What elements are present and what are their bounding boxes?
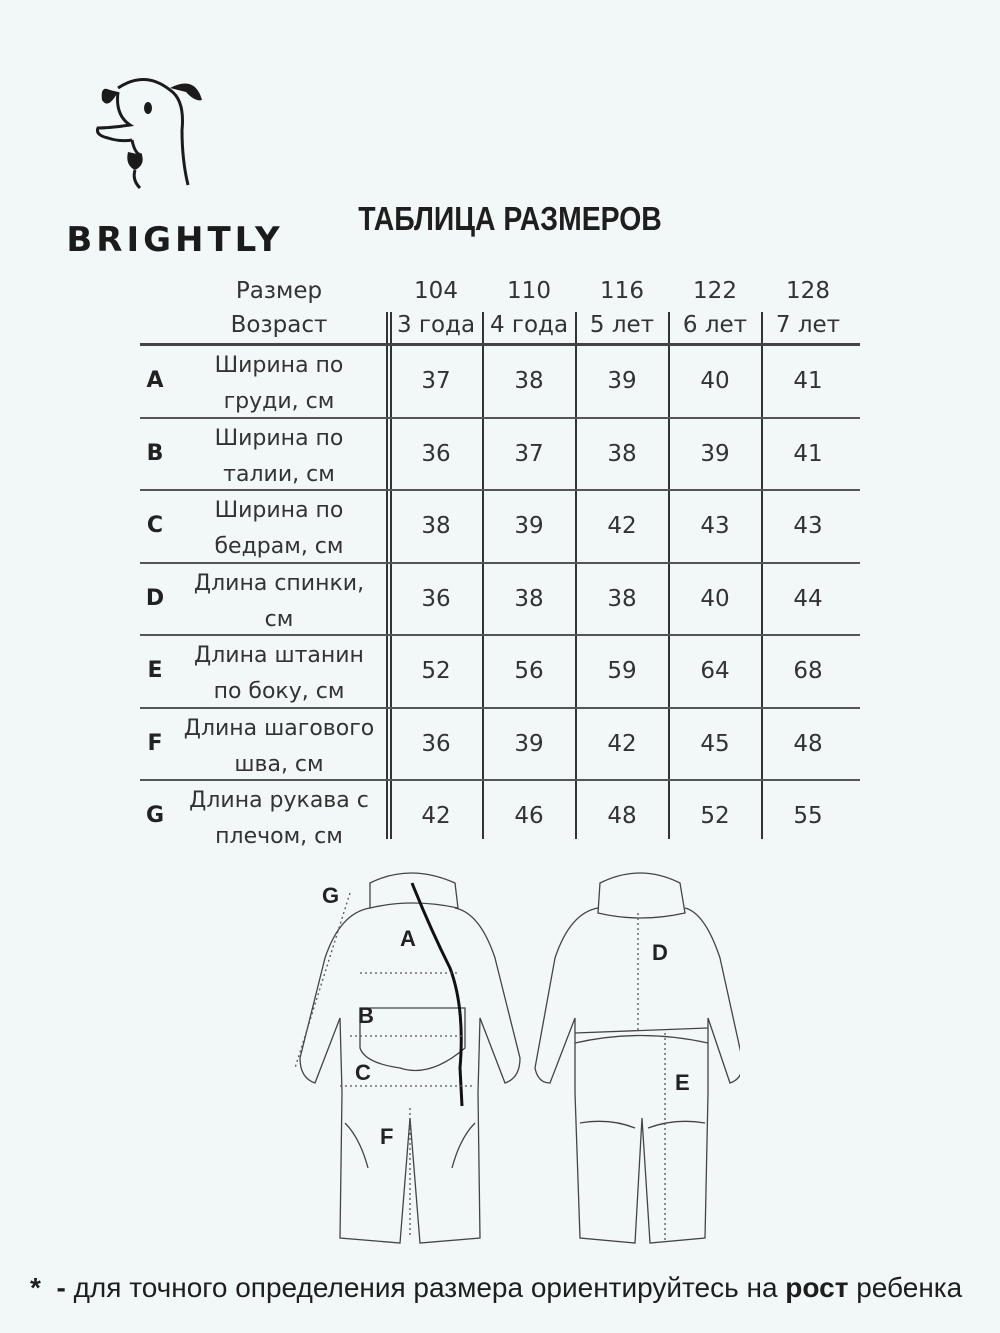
row-label-line: шва, см [234, 751, 324, 777]
row-label-line: груди, см [223, 389, 335, 414]
table-cell: 39 [514, 730, 544, 757]
age-116: 5 лет [589, 312, 655, 338]
size-116: 116 [600, 278, 644, 304]
table-cell: 39 [607, 368, 637, 394]
row-label-line: Длина шагового [183, 715, 375, 741]
table-cell: 46 [514, 803, 544, 829]
brand-name: BRIGHTLY [66, 220, 284, 260]
size-110: 110 [507, 278, 551, 304]
row-label-line: по боку, см [213, 679, 345, 704]
row-letter: E [147, 658, 163, 683]
row-label-line: Ширина по [214, 498, 344, 523]
row-letter: C [146, 513, 164, 538]
size-122: 122 [693, 278, 737, 304]
diagram-label-c: C [355, 1060, 371, 1085]
table-row [140, 634, 860, 707]
row-label [174, 566, 384, 638]
table-cell: 41 [793, 368, 823, 394]
table-cell: 40 [700, 368, 730, 394]
table-cell: 44 [793, 585, 823, 612]
age-128: 7 лет [775, 312, 841, 338]
footnote-text-after: ребенка [856, 1272, 963, 1303]
back-hood [598, 873, 685, 918]
table-cell: 43 [793, 513, 823, 539]
diagram-label-g: G [322, 883, 340, 908]
diagram-label-b: B [358, 1003, 374, 1028]
diagram-label-e: E [675, 1070, 690, 1095]
row-letter: D [145, 585, 165, 611]
size-label: Размер [235, 278, 323, 304]
row-label-line: Ширина по [214, 425, 344, 451]
table-cell: 36 [421, 585, 451, 612]
dog-logo-icon [90, 70, 210, 195]
table-cell: 41 [793, 440, 823, 467]
row-label-line: см [264, 606, 294, 632]
age-110: 4 года [489, 312, 569, 338]
table-cell: 42 [607, 513, 637, 539]
row-label [174, 348, 384, 420]
back-waist [575, 1028, 708, 1033]
front-pocket [360, 1008, 465, 1071]
front-zipper [412, 883, 462, 1106]
table-cell: 52 [700, 803, 730, 829]
table-cell: 42 [421, 803, 451, 829]
diagram-label-d: D [652, 940, 668, 965]
table-row [140, 779, 860, 852]
table-cell: 68 [793, 658, 823, 684]
row-label [174, 421, 384, 493]
table-cell: 55 [793, 803, 823, 829]
page-title: ТАБЛИЦА РАЗМЕРОВ [358, 200, 662, 237]
row-label-line: Длина штанин [194, 643, 364, 668]
row-letter: F [147, 730, 163, 756]
row-label-line: Ширина по [214, 353, 344, 378]
table-row [140, 707, 860, 780]
table-cell: 59 [607, 658, 637, 684]
table-cell: 40 [700, 585, 730, 612]
row-label [174, 638, 384, 710]
table-cell: 45 [700, 730, 730, 757]
row-label-line: Длина рукава с [189, 788, 369, 813]
row-label-line: талии, см [223, 461, 335, 487]
size-128: 128 [786, 278, 830, 304]
table-cell: 38 [421, 513, 451, 539]
table-cell: 42 [607, 730, 637, 757]
table-cell: 48 [607, 803, 637, 829]
table-cell: 39 [514, 513, 544, 539]
footnote-star: * [30, 1272, 41, 1303]
row-letter: A [146, 368, 164, 393]
footnote-text-before: для точного определения размера ориентируйтесь на [73, 1272, 778, 1303]
table-cell: 43 [700, 513, 730, 539]
footnote-dash: - [56, 1272, 66, 1303]
table-cell: 39 [700, 440, 730, 467]
table-cell: 48 [793, 730, 823, 757]
row-letter: G [145, 803, 165, 828]
table-cell: 38 [514, 585, 544, 612]
size-104: 104 [414, 278, 458, 304]
row-label [174, 783, 384, 855]
row-label [174, 493, 384, 565]
table-cell: 37 [514, 440, 544, 467]
table-cell: 64 [700, 658, 730, 684]
age-label: Возраст [230, 312, 328, 338]
age-row [140, 310, 860, 344]
table-header [140, 276, 860, 344]
table-row [140, 489, 860, 562]
table-cell: 56 [514, 658, 544, 684]
table-row [140, 343, 860, 417]
size-table [140, 343, 860, 852]
footnote-bold-word: рост [785, 1272, 849, 1303]
row-label [174, 711, 384, 783]
measure-g [295, 893, 350, 1068]
table-cell: 36 [421, 440, 451, 467]
row-label-line: плечом, см [215, 824, 343, 849]
row-label-line: бедрам, см [214, 534, 344, 559]
front-body [300, 908, 520, 1243]
table-cell: 36 [421, 730, 451, 757]
age-122: 6 лет [682, 312, 748, 338]
size-note [30, 1272, 990, 1304]
diagram-label-a: A [400, 926, 416, 951]
row-label-line: Длина спинки, [193, 570, 365, 596]
diagram-label-f: F [380, 1124, 394, 1149]
age-104: 3 года [396, 312, 476, 338]
table-cell: 37 [421, 368, 451, 394]
table-cell: 52 [421, 658, 451, 684]
size-row [140, 276, 860, 310]
garment-diagram [280, 868, 740, 1253]
brand-logo [60, 70, 290, 270]
table-cell: 38 [607, 585, 637, 612]
table-row [140, 562, 860, 635]
table-row [140, 417, 860, 490]
table-cell: 38 [514, 368, 544, 394]
table-cell: 38 [607, 440, 637, 467]
row-letter: B [146, 440, 164, 466]
